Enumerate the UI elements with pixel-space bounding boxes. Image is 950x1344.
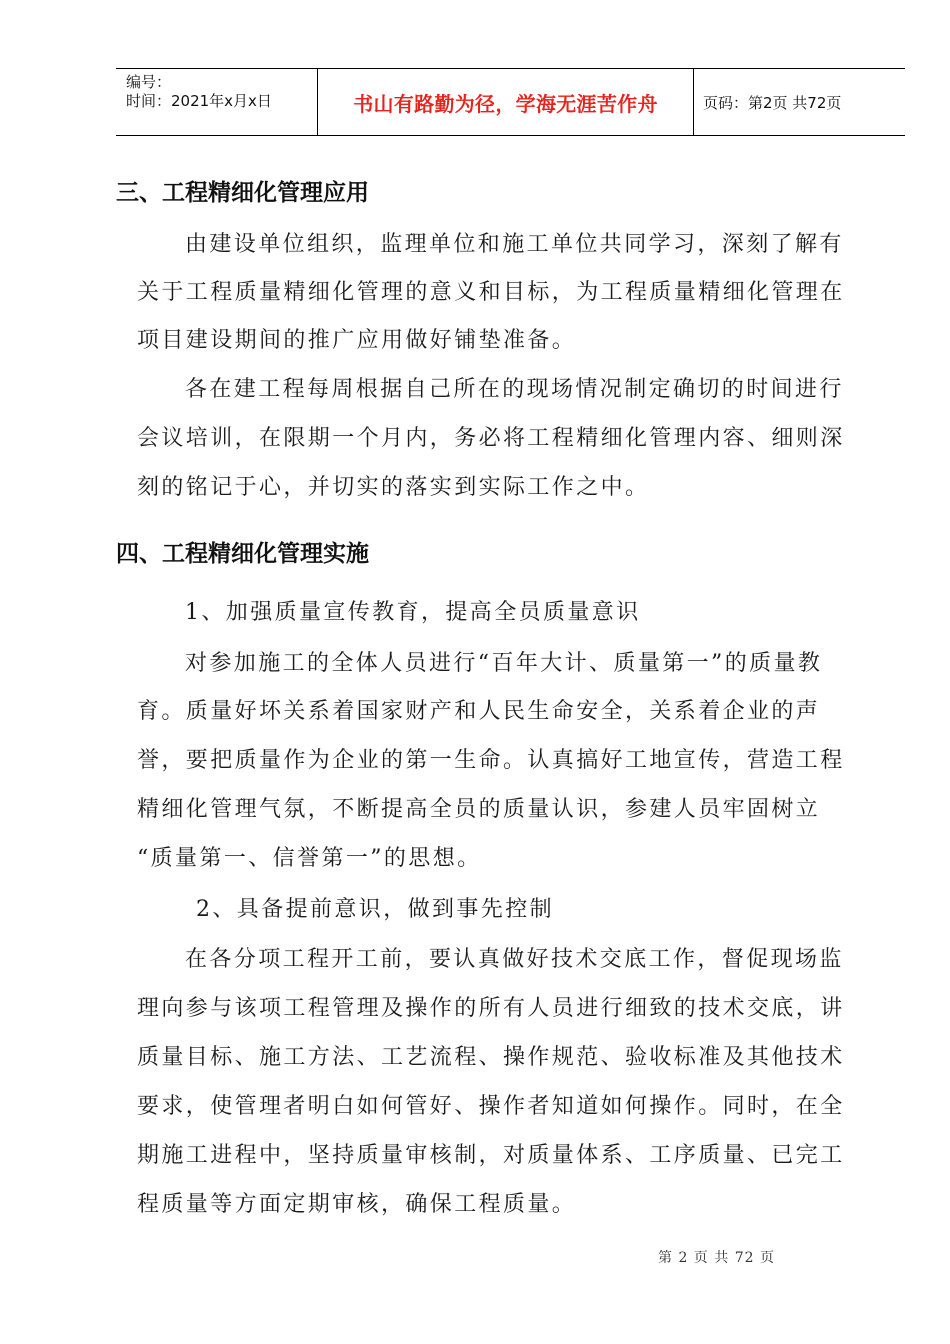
document-number-label: 编号： — [126, 73, 172, 91]
paragraph-line: 由建设单位组织，监理单位和施工单位共同学习，深刻了解有 — [185, 232, 844, 257]
paragraph-line: 在各分项工程开工前，要认真做好技术交底工作，督促现场监 — [185, 947, 844, 972]
paragraph-line: 各在建工程每周根据自己所在的现场情况制定确切的时间进行 — [185, 377, 844, 402]
document-time-label: 时间：2021年x月x日 — [126, 92, 272, 110]
paragraph-line: 会议培训，在限期一个月内，务必将工程精细化管理内容、细则深 — [137, 426, 845, 451]
subheading-line: 1、加强质量宣传教育，提高全员质量意识 — [185, 600, 641, 625]
paragraph-line: 质量目标、施工方法、工艺流程、操作规范、验收标准及其他技术 — [137, 1045, 845, 1070]
paragraph-line: 精细化管理气氛，不断提高全员的质量认识，参建人员牢固树立 — [137, 797, 821, 822]
page-footer: 第 2 页 共 72 页 — [658, 1250, 775, 1266]
paragraph-line: 理向参与该项工程管理及操作的所有人员进行细致的技术交底，讲 — [137, 996, 845, 1021]
paragraph-line: 项目建设期间的推广应用做好铺垫准备。 — [137, 328, 577, 353]
paragraph-line: “质量第一、信誉第一”的思想。 — [137, 846, 482, 871]
paragraph-line: 期施工进程中，坚持质量审核制，对质量体系、工序质量、已完工 — [137, 1143, 845, 1168]
document-header — [116, 68, 905, 136]
paragraph-line: 对参加施工的全体人员进行“百年大计、质量第一”的质量教 — [185, 651, 823, 676]
paragraph-line: 誉，要把质量作为企业的第一生命。认真搞好工地宣传，营造工程 — [137, 748, 845, 773]
header-motto-cell — [317, 69, 694, 135]
paragraph-line: 要求，使管理者明白如何管好、操作者知道如何操作。同时，在全 — [137, 1094, 845, 1119]
header-page-number: 页码：第2页 共72页 — [703, 93, 842, 112]
header-page-cell — [693, 69, 905, 135]
paragraph-line: 刻的铭记于心，并切实的落实到实际工作之中。 — [137, 475, 650, 500]
paragraph-line: 程质量等方面定期审核，确保工程质量。 — [137, 1192, 577, 1217]
section-heading-4: 四、工程精细化管理实施 — [116, 541, 369, 567]
header-motto: 书山有路勤为径，学海无涯苦作舟 — [353, 91, 658, 116]
paragraph-line: 关于工程质量精细化管理的意义和目标，为工程质量精细化管理在 — [137, 280, 845, 305]
subheading-line: 2、具备提前意识，做到事先控制 — [196, 897, 554, 922]
section-heading-3: 三、工程精细化管理应用 — [116, 180, 369, 206]
paragraph-line: 育。质量好坏关系着国家财产和人民生命安全，关系着企业的声 — [137, 699, 821, 724]
header-left-cell — [116, 69, 317, 135]
